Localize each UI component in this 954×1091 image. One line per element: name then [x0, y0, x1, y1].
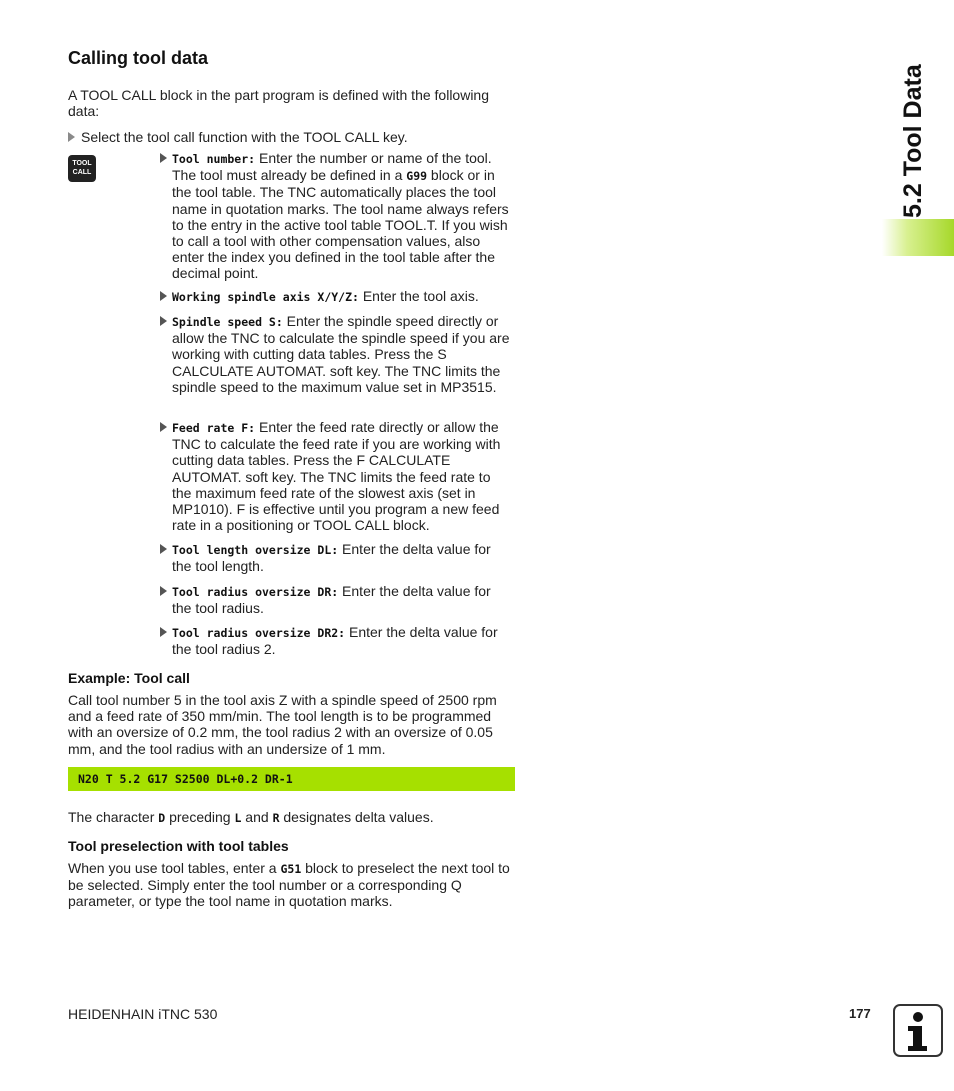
param-radius-oversize2	[160, 624, 512, 657]
preselection-text	[68, 860, 516, 910]
preselection-code: G51	[280, 862, 302, 876]
delta-code-l: L	[234, 811, 242, 825]
delta-text-1: The character	[68, 809, 159, 825]
select-step	[68, 129, 516, 145]
param-label: Tool radius oversize DR:	[172, 585, 339, 599]
param-text: Enter the tool axis.	[358, 288, 479, 304]
info-icon	[893, 1004, 943, 1057]
triangle-right-icon	[68, 132, 75, 142]
delta-note	[68, 809, 516, 826]
triangle-right-icon	[160, 422, 167, 432]
delta-text-3: and	[241, 809, 273, 825]
param-feed-rate	[160, 419, 512, 533]
key-line1: TOOL	[72, 160, 92, 167]
chapter-side-title: 5.2 Tool Data	[899, 64, 927, 218]
param-text-b: block or in the tool table. The TNC automatically places the tool name in quotation marks. The tool name always refers to the entry in the active tool table TOOL.T. If you wish to call a tool with other compensation values, also enter the index you defined in the tool table after the decimal point.	[172, 167, 509, 282]
example-heading: Example: Tool call	[68, 670, 190, 686]
chapter-tab	[882, 219, 954, 256]
delta-text-4: designates delta values.	[279, 809, 434, 825]
param-length-oversize	[160, 541, 512, 574]
param-code: G99	[406, 169, 428, 184]
preselection-text-1: When you use tool tables, enter a	[68, 860, 281, 876]
param-tool-number	[160, 150, 512, 282]
tool-call-key-icon	[68, 155, 96, 182]
param-label: Tool length oversize DL:	[172, 543, 339, 557]
param-text: Enter the spindle speed directly or allow the TNC to calculate the spindle speed if you are working with cutting data tables. Press the S CALCULATE AUTOMAT. soft key. The TNC limits the spindle speed to the maximum value set in MP3515.	[172, 313, 510, 395]
param-text: Enter the delta value for the tool length.	[172, 541, 491, 575]
key-line2: CALL	[72, 169, 92, 176]
footer-product: HEIDENHAIN iTNC 530	[68, 1006, 218, 1022]
example-text: Call tool number 5 in the tool axis Z with a spindle speed of 2500 rpm and a feed rate of 350 mm/min. The tool length is to be programmed with an oversize of 0.2 mm, the tool radius 2 with an oversize of 0.05 mm, and the tool radius with an undersize of 1 mm.	[68, 692, 497, 757]
preselection-heading: Tool preselection with tool tables	[68, 838, 289, 854]
example-code-block	[68, 767, 515, 791]
triangle-right-icon	[160, 627, 167, 637]
example-code: N20 T 5.2 G17 S2500 DL+0.2 DR-1	[78, 772, 293, 786]
param-text-a: Enter the number or name of the tool. The tool must already be defined in a	[172, 150, 492, 184]
param-label: Feed rate F:	[172, 421, 256, 435]
section-heading: Calling tool data	[68, 48, 209, 68]
delta-code-r: R	[272, 811, 280, 825]
triangle-right-icon	[160, 153, 167, 163]
delta-code-d: D	[158, 811, 166, 825]
param-label: Tool radius oversize DR2:	[172, 626, 346, 640]
param-label: Working spindle axis X/Y/Z:	[172, 290, 359, 304]
param-label: Tool number:	[172, 152, 256, 166]
param-spindle-axis	[160, 288, 512, 305]
preselection-text-2: block to preselect the next tool to be selected. Simply enter the tool number or a corresponding Q parameter, or type the tool name in quotation marks.	[68, 860, 510, 910]
param-radius-oversize	[160, 583, 512, 616]
param-text: Enter the delta value for the tool radius.	[172, 583, 491, 617]
page-number: 177	[849, 1006, 871, 1021]
param-spindle-speed	[160, 313, 512, 395]
triangle-right-icon	[160, 586, 167, 596]
triangle-right-icon	[160, 291, 167, 301]
delta-text-2: preceding	[165, 809, 235, 825]
triangle-right-icon	[160, 544, 167, 554]
select-step-text: Select the tool call function with the TOOL CALL key.	[81, 129, 408, 145]
param-label: Spindle speed S:	[172, 315, 283, 329]
param-text: Enter the feed rate directly or allow the TNC to calculate the feed rate if you are working with cutting data tables. Press the F CALCULATE AUTOMAT. soft key. The TNC limits the feed rate to the maximum feed rate of the slowest axis (set in MP1010). F is effective until you program a new feed rate in a positioning or TOOL CALL block.	[172, 419, 501, 534]
triangle-right-icon	[160, 316, 167, 326]
param-text: Enter the delta value for the tool radius 2.	[172, 624, 498, 658]
intro-paragraph: A TOOL CALL block in the part program is defined with the following data:	[68, 87, 490, 120]
